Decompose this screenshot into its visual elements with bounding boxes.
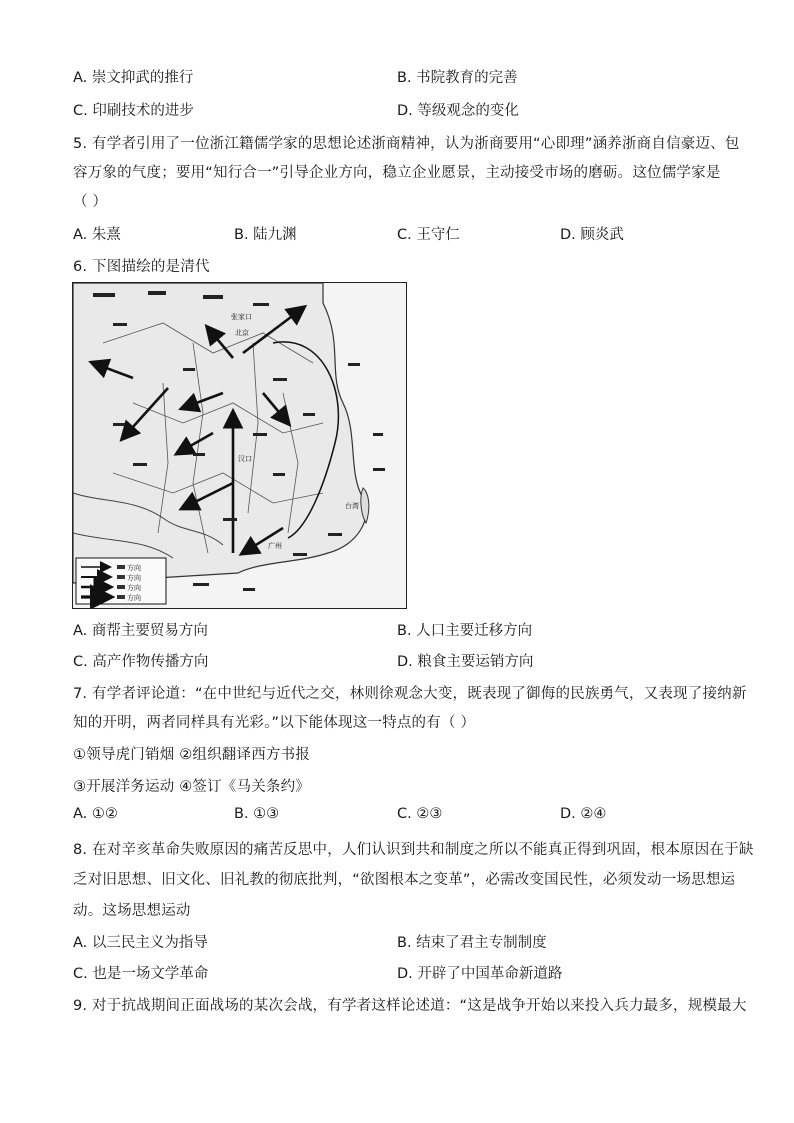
q7-option-d: D. ②④ <box>560 806 607 822</box>
q5-stem-line1: 5. 有学者引用了一位浙江籍儒学家的思想论述浙商精神，认为浙商要用“心即理”涵养浙商自信豪迈、包 <box>73 136 740 152</box>
legend-label-3: 方向 <box>127 584 141 592</box>
map-label-beijing: 北京 <box>235 329 249 337</box>
q8-stem-line1: 8. 在对辛亥革命失败原因的痛苦反思中，人们认识到共和制度之所以不能真正得到巩固，根本原因在于缺 <box>73 842 754 858</box>
q4-option-d: D. 等级观念的变化 <box>397 103 519 119</box>
map-label-taiwan: 台湾 <box>345 502 359 510</box>
q5-option-a: A. 朱熹 <box>73 227 121 243</box>
q7-option-a: A. ①② <box>73 806 118 822</box>
q7-stem-line2: 知的开明，两者同样具有光彩。”以下能体现这一特点的有（ ） <box>73 715 476 731</box>
q7-option-b: B. ①③ <box>234 806 280 822</box>
map-label-zhangjiakou: 张家口 <box>231 313 252 321</box>
q8-stem-line2: 乏对旧思想、旧文化、旧礼教的彻底批判，“欲图根本之变革”，必需改变国民性，必须发动一场思想运 <box>73 872 736 888</box>
q5-stem-line2: 容万象的气度；要用“知行合一”引导企业方向，稳立企业愿景，主动接受市场的磨砺。这位儒学家是 <box>73 165 721 181</box>
q8-stem-line3: 动。这场思想运动 <box>73 903 191 919</box>
q8-option-c: C. 也是一场文学革命 <box>73 966 209 982</box>
legend-label-2: 方向 <box>127 574 141 582</box>
q4-option-c: C. 印刷技术的进步 <box>73 103 194 119</box>
q5-option-d: D. 顾炎武 <box>560 227 624 243</box>
q7-items-line2: ③开展洋务运动 ④签订《马关条约》 <box>73 779 311 795</box>
map-label-guangzhou: 广州 <box>268 542 282 550</box>
map-legend <box>76 558 166 604</box>
q6-option-c: C. 高产作物传播方向 <box>73 654 209 670</box>
map-coastline <box>73 283 366 583</box>
q7-option-c: C. ②③ <box>397 806 443 822</box>
legend-label-4: 方向 <box>127 594 141 602</box>
q6-option-d: D. 粮食主要运销方向 <box>397 654 534 670</box>
q9-stem-line1: 9. 对于抗战期间正面战场的某次会战，有学者这样论述道：“这是战争开始以来投入兵力最多，规模最大 <box>73 998 747 1014</box>
q8-option-a: A. 以三民主义为指导 <box>73 935 208 951</box>
q4-option-a: A. 崇文抑武的推行 <box>73 70 194 86</box>
legend-label-1: 方向 <box>127 564 141 572</box>
q6-stem: 6. 下图描绘的是清代 <box>73 259 210 275</box>
q5-option-c: C. 王守仁 <box>397 227 460 243</box>
qing-map-figure <box>72 282 407 609</box>
q4-option-b: B. 书院教育的完善 <box>397 70 518 86</box>
q5-option-b: B. 陆九渊 <box>234 227 297 243</box>
q5-stem-line3: （ ） <box>73 194 108 210</box>
q6-option-b: B. 人口主要迁移方向 <box>397 623 533 639</box>
q8-option-b: B. 结束了君主专制制度 <box>397 935 547 951</box>
q6-option-a: A. 商帮主要贸易方向 <box>73 623 208 639</box>
q8-option-d: D. 开辟了中国革命新道路 <box>397 966 563 982</box>
q7-items-line1: ①领导虎门销烟 ②组织翻译西方书报 <box>73 747 311 763</box>
q7-stem-line1: 7. 有学者评论道：“在中世纪与近代之交，林则徐观念大变，既表现了御侮的民族勇气，又表现了接纳新 <box>73 686 747 702</box>
map-label-hankou: 汉口 <box>238 455 252 463</box>
